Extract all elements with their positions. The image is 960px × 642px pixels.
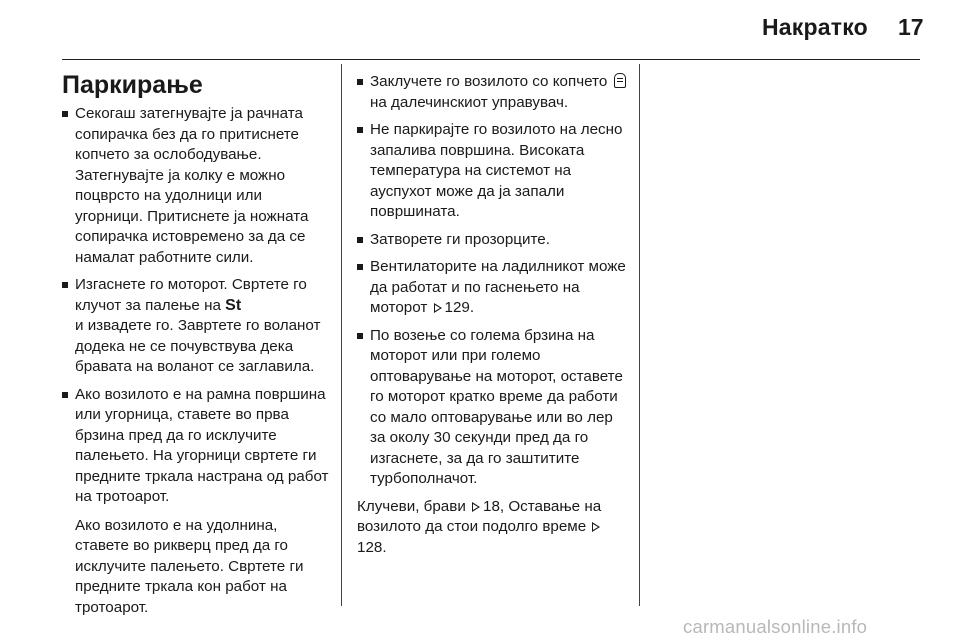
bullet-text: Секогаш затегнувајте ја рачната сопирачка без да го притиснете копчето за ослободување. Затегнувајте ја колку е можно поцврсто на удолници или угорници. Притиснете ја ножната сопирачка истовремено за да се намалат работните сили. [75,105,309,266]
watermark: carmanualsonline.info [683,616,868,637]
page-title: Накратко [762,14,868,40]
arrow-reference-icon [434,303,442,313]
bullet-text: Не паркирајте го возилото на лесно запалива површина. Високата температура на системот на ауспухот може да ја запали површината. [370,121,623,220]
bullet-marker [357,127,363,133]
list-item [357,72,629,113]
paragraph-text: Клучеви, брави [357,497,471,515]
bullet-text [370,72,629,113]
arrow-reference-icon [472,502,480,512]
cross-reference-paragraph [357,497,629,559]
page-reference-link[interactable]: 18, Оставање на возилото да стои подолго време [357,497,602,535]
list-item [62,275,334,378]
lock-button-icon [614,73,626,88]
bullet-marker [357,237,363,243]
bullet-text-part: на далечинскиот управувач. [370,93,569,111]
bullet-marker [62,282,68,288]
bullet-text: Ако возилото е на удолнина, ставете во рикверц пред да го исклучите палењето. Свртете ги предните тркала кон работ на тротоарот. [75,516,304,616]
list-item [62,104,334,268]
bullet-text: Затворете ги прозорците. [370,230,550,248]
list-item [357,230,629,251]
bullet-text-part: Вентилаторите на ладилникот може да работат и по гаснењето на моторот [370,258,626,316]
bullet-text: Ако возилото е на рамна површина или угорница, ставете во прва брзина пред да го исклучите палењето. На угорници свртете ги предните тркала настрана од работ на тротоарот. [75,385,329,505]
list-item [357,326,629,490]
page-reference-link[interactable]: 129. [444,299,475,316]
bullet-text-part: Изгаснете го моторот. Свртете го клучот за палење на [75,276,307,314]
bullet-marker [62,392,68,398]
bullet-marker [357,264,363,270]
right-column [357,72,629,558]
ignition-position-label: St [225,296,242,314]
column-divider [341,64,342,606]
bullet-marker [62,111,68,117]
left-column [62,70,334,625]
bullet-marker [357,333,363,339]
list-item [357,120,629,223]
list-item [357,257,629,319]
bullet-text [75,275,334,378]
list-item [62,385,334,619]
bullet-text: По возење со голема брзина на моторот или при големо оптоварување на моторот, оставете го моторот кратко време да работи со мало оптоварување или во лер за околу 30 секунди пред да го изгаснете, за да го заштитите турбополначот. [370,326,623,487]
bullet-marker [357,79,363,85]
page-reference-link[interactable]: 128. [357,538,387,556]
page-number: 17 [898,14,924,40]
bullet-text-part: Заклучете го возилото со копчето [370,73,612,90]
section-heading: Паркирање [62,71,203,99]
header-rule [62,59,920,60]
arrow-reference-icon [592,522,600,532]
bullet-text [370,257,629,319]
column-divider [639,64,640,606]
bullet-text-part: и извадете го. Завртете го воланот додека не се почувствува дека бравата на воланот се заглавила. [75,317,321,375]
